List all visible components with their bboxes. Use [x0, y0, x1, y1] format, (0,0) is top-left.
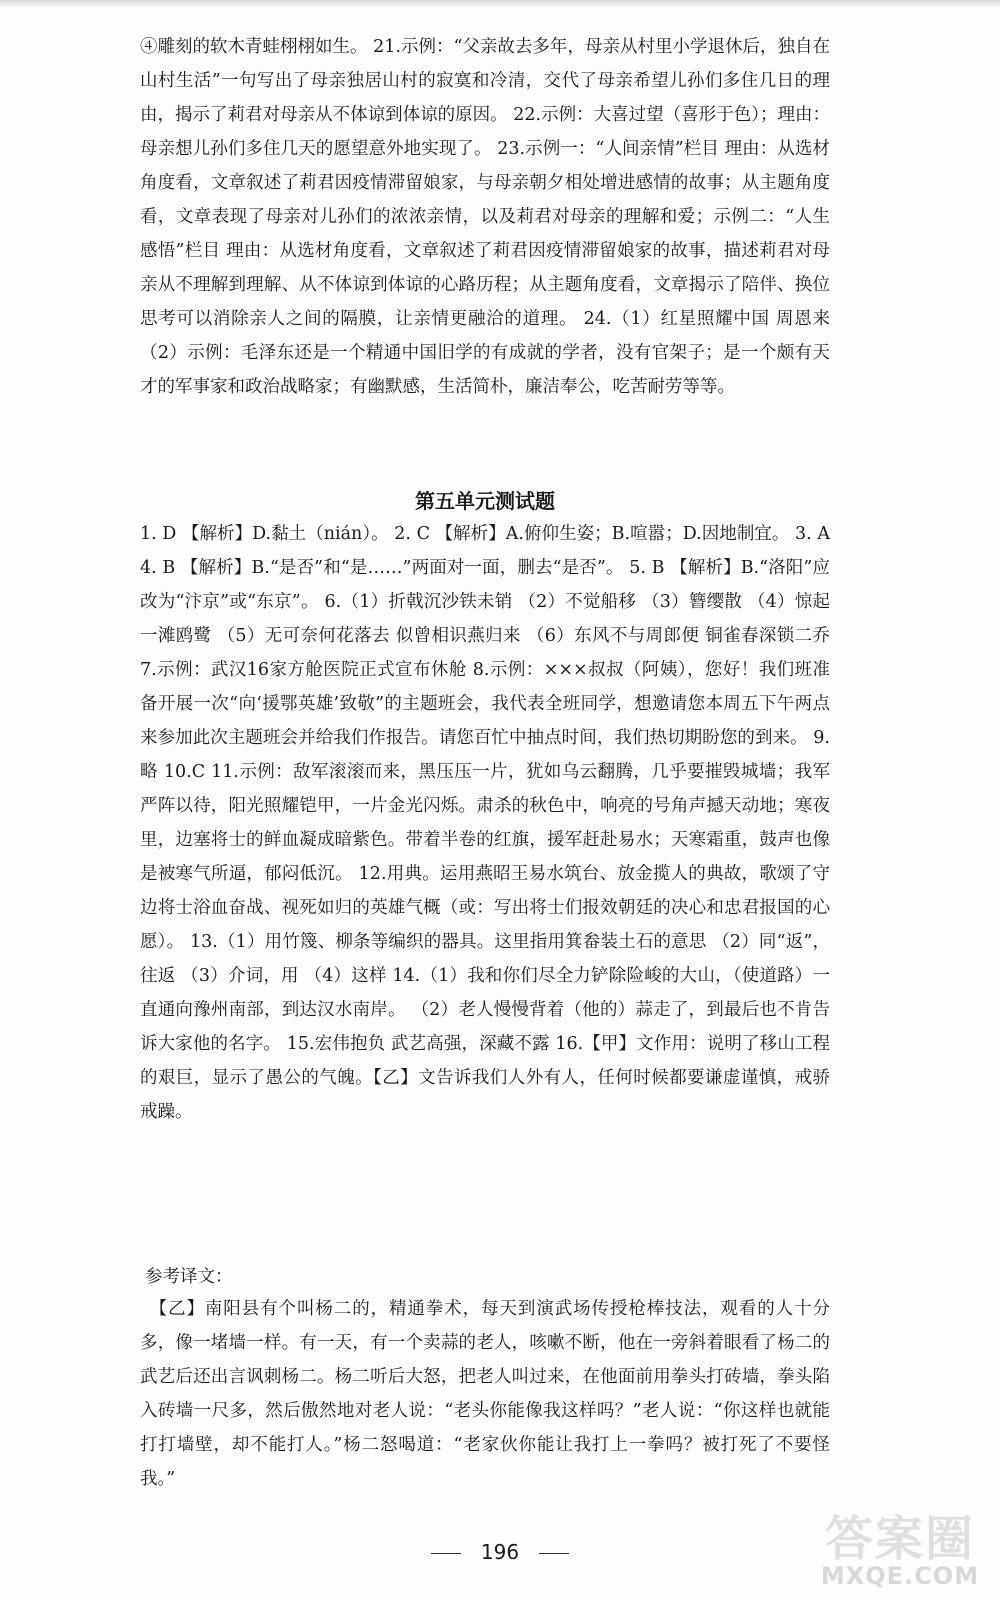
- section-heading: 第五单元测试题: [415, 489, 555, 513]
- watermark-url: MXQE.COM: [820, 1562, 980, 1590]
- footer-dash-right: [539, 1553, 569, 1554]
- page-top-edge: [0, 0, 1000, 8]
- footer-dash-left: [431, 1553, 461, 1554]
- watermark-logo: [810, 1500, 990, 1595]
- reference-translation-label: 参考译文：: [145, 1267, 233, 1287]
- page-number: 196: [480, 1540, 520, 1564]
- answer-block-unit4: ④雕刻的软木青蛙栩栩如生。 21.示例：“父亲故去多年，母亲从村里小学退休后，独自在山村生活”一句写出了母亲独居山村的寂寞和冷清，交代了母亲希望儿孙们多住几日的理由，揭示了莉君对母亲从不体谅到体谅的原因。 22.示例：大喜过望（喜形于色）；理由：母亲想儿孙们多住几天的愿望意外地实现了。 23.示例一：“人间亲情”栏目 理由：从选材角度看，文章叙述了莉君因疫情滞留娘家，与母亲朝夕相处增进感情的故事；从主题角度看，文章表现了母亲对儿孙们的浓浓亲情，以及莉君对母亲的理解和爱；示例二：“人生感悟”栏目 理由：从选材角度看，文章叙述了莉君因疫情滞留娘家的故事，描述莉君对母亲从不理解到理解、从不体谅到体谅的心路历程；从主题角度看，文章揭示了陪伴、换位思考可以消除亲人之间的隔膜，让亲情更融洽的道理。 24.（1）红星照耀中国 周恩来 （2）示例：毛泽东还是一个精通中国旧学的有成就的学者，没有官架子；是一个颇有天才的军事家和政治战略家；有幽默感，生活简朴，廉洁奉公，吃苦耐劳等等。: [140, 37, 830, 397]
- watermark-logo-text: 答案圈: [824, 1511, 975, 1567]
- answer-block-unit5: 1. D 【解析】D.黏土（nián）。 2. C 【解析】A.俯仰生姿；B.喧嚣；D.因地制宜。 3. A 4. B 【解析】B.“是否”和“是……”两面对一面，删去“是否”。 5. B 【解析】B.“洛阳”应改为“汴京”或“东京”。 6.（1）折戟沉沙铁未销 （2）不觉船移 （3）簪缨散 （4）惊起一滩鸥鹭 （5）无可奈何花落去 似曾相识燕归来 （6）东风不与周郎便 铜雀春深锁二乔 7.示例：武汉16家方舱医院正式宣布休舱 8.示例：×××叔叔（阿姨），您好！我们班准备开展一次“向‘援鄂英雄’致敬”的主题班会，我代表全班同学，想邀请您本周五下午两点来参加此次主题班会并给我们作报告。请您百忙中抽点时间，我们热切期盼您的到来。 9.略 10.C 11.示例：敌军滚滚而来，黑压压一片，犹如乌云翻腾，几乎要摧毁城墙；我军严阵以待，阳光照耀铠甲，一片金光闪烁。肃杀的秋色中，响亮的号角声撼天动地；寒夜里，边塞将士的鲜血凝成暗紫色。带着半卷的红旗，援军赶赴易水；天寒霜重，鼓声也像是被寒气所逼，郁闷低沉。 12.用典。运用燕昭王易水筑台、放金揽人的典故，歌颂了守边将士浴血奋战、视死如归的英雄气概（或：写出将士们报效朝廷的决心和忠君报国的心愿）。 13.（1）用竹篾、柳条等编织的器具。这里指用箕畚装土石的意思 （2）同“返”，往返 （3）介词，用 （4）这样 14.（1）我和你们尽全力铲除险峻的大山，（使道路）一直通向豫州南部，到达汉水南岸。 （2）老人慢慢背着（他的）蒜走了，到最后也不肯告诉大家他的名字。 15.宏伟抱负 武艺高强，深藏不露 16.【甲】文作用：说明了移山工程的艰巨，显示了愚公的气魄。【乙】文告诉我们人外有人，任何时候都要谦虚谨慎，戒骄戒躁。: [140, 524, 830, 1122]
- reference-translation-text: 【乙】南阳县有个叫杨二的，精通拳术，每天到演武场传授枪棒技法，观看的人十分多，像一堵墙一样。有一天，有一个卖蒜的老人，咳嗽不断，他在一旁斜着眼看了杨二的武艺后还出言讽刺杨二。杨二听后大怒，把老人叫过来，在他面前用拳头打砖墙，拳头陷入砖墙一尺多，然后傲然地对老人说：“老头你能像我这样吗？”老人说：“你这样也就能打打墙壁，却不能打人。”杨二怒喝道：“老家伙你能让我打上一拳吗？被打死了不要怪我。”: [140, 1299, 830, 1489]
